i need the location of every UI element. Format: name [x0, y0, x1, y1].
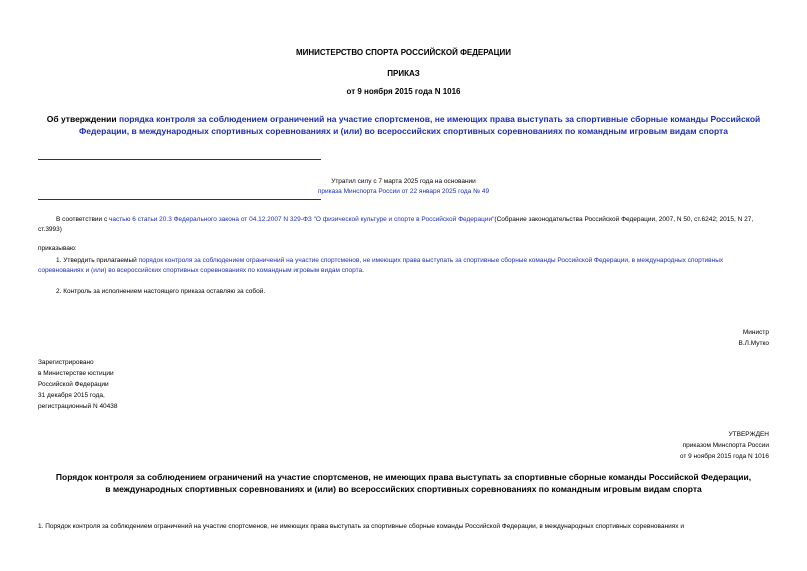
section-title-line1: Порядок контроля за соблюдением ограничений на участие спортсменов, не имеющих права выступать за спортивные сборные команды Российской Федерации,: [55, 472, 752, 482]
item-1-paragraph: [38, 256, 768, 276]
title-prefix: Об утверждении: [46, 114, 119, 124]
registration-block: [38, 357, 118, 412]
procedure-link[interactable]: порядок контроля за соблюдением ограничений на участие спортсменов, не имеющих права выступать за спортивные сборные команды Российской Федерации, в международных спортивных соревнованиях и (или) во всероссийских спортивных соревнованиях по командным игровым видам спорта: [38, 257, 724, 274]
preamble-paragraph: [38, 215, 768, 235]
divider-bottom: [38, 199, 321, 200]
approved-line2: от 9 ноября 2015 года N 1016: [679, 453, 769, 460]
preamble-text2: (Собрание законодательства Российской Федерации, 2007, N 50, ст.6242; 2015, N 27, ст.3993): [38, 216, 754, 233]
approved-line1: приказом Минспорта России: [682, 442, 769, 449]
doc-type-heading: ПРИКАЗ: [387, 69, 420, 78]
item1-text1: 1. Утвердить прилагаемый: [56, 257, 139, 264]
divider-top: [38, 159, 321, 160]
lost-force-line1: Утратил силу с 7 марта 2025 года на основании: [331, 178, 476, 185]
lost-force-link[interactable]: приказа Минспорта России от 22 января 2025 года № 49: [317, 188, 490, 195]
registration-line: Зарегистрировано: [38, 359, 94, 366]
law-link[interactable]: частью 6 статьи 20.3 Федерального закона от 04.12.2007 N 329-ФЗ "О физической культуре и спорте в Российской Федерации": [109, 216, 495, 223]
section-title-line2: в международных спортивных соревнованиях и (или) во всероссийских спортивных соревнованиях по командным игровым видам спорта: [105, 484, 702, 494]
doc-date-heading: от 9 ноября 2015 года N 1016: [346, 87, 461, 96]
signature-name: В.Л.Мутко: [738, 340, 769, 347]
document-title: [40, 113, 767, 137]
title-link[interactable]: порядка контроля за соблюдением ограничений на участие спортсменов, не имеющих права выступать за спортивные сборные команды Российской Федерации, в международных спортивных соревнованиях и (или) во всероссийских спортивных соревнованиях по командным игровым видам спорта: [79, 114, 761, 136]
registration-line: Российской Федерации: [38, 381, 109, 388]
order-word: приказываю:: [38, 245, 77, 252]
registration-line: 31 декабря 2015 года,: [38, 392, 105, 399]
procedure-point-1: 1. Порядок контроля за соблюдением ограничений на участие спортсменов, не имеющих права выступать за спортивные сборные команды Российской Федерации, в международных спортивных соревнованиях и: [38, 523, 684, 530]
item-2-paragraph: 2. Контроль за исполнением настоящего приказа оставляю за собой.: [56, 288, 266, 295]
registration-line: регистрационный N 40438: [38, 403, 118, 410]
preamble-text1: В соответствии с: [56, 216, 110, 223]
signature-position: Министр: [742, 329, 769, 336]
approved-title: УТВЕРЖДЕН: [728, 431, 769, 438]
registration-line: в Министерстве юстиции: [38, 370, 114, 377]
ministry-heading: МИНИСТЕРСТВО СПОРТА РОССИЙСКОЙ ФЕДЕРАЦИИ: [295, 48, 512, 57]
section-title: [38, 471, 769, 495]
item1-text2: .: [362, 267, 364, 274]
